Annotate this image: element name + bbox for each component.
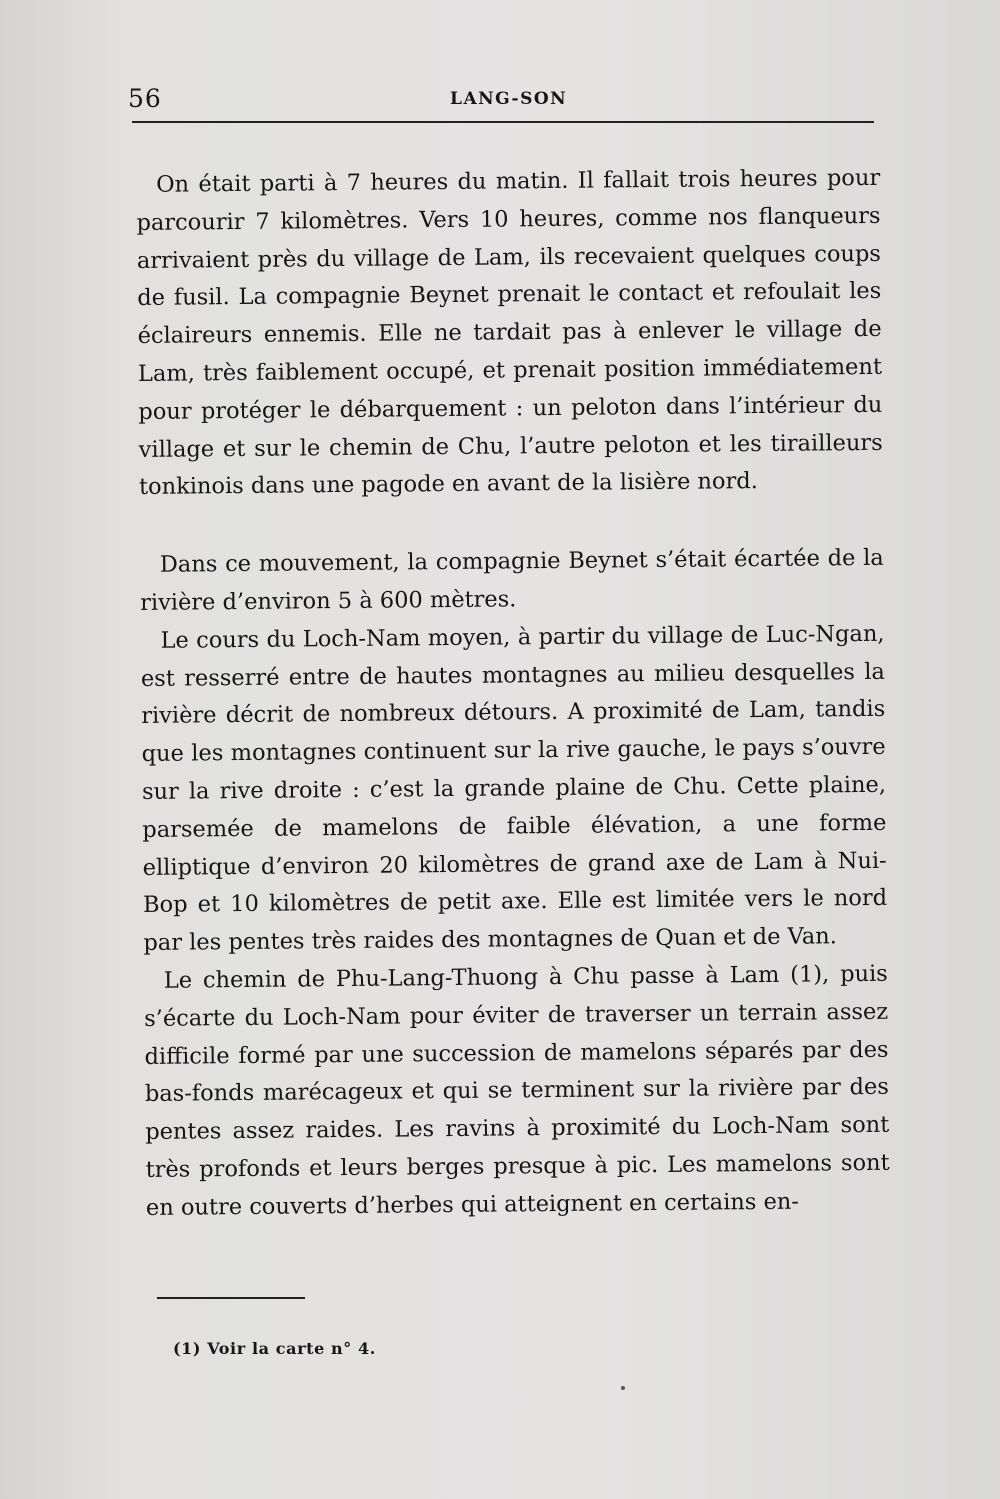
running-head xyxy=(128,82,873,116)
print-speck xyxy=(621,1386,625,1390)
footnote: (1) Voir la carte n° 4. xyxy=(173,1339,376,1358)
page-number: 56 xyxy=(128,84,162,113)
body-text xyxy=(136,160,890,1228)
running-title: LANG-SON xyxy=(450,89,568,109)
header-rule xyxy=(132,121,874,123)
paragraph-1: On était parti à 7 heures du matin. Il fallait trois heures pour parcourir 7 kilomètres. Vers 10 heures, comme nos flanqueurs arrivaient près du village de Lam, ils recevaient quelques coups de fusil. La compagnie Beynet prenait le contact et refoulait les éclaireurs ennemis. Elle ne tardait pas à enlever le village de Lam, très faiblement occupé, et prenait position immédiatement pour protéger le débarquement : un peloton dans l’intérieur du village et sur le chemin de Chu, l’autre peloton et les tirailleurs tonkinois dans une pagode en avant de la lisière nord. xyxy=(136,164,883,501)
footnote-rule xyxy=(157,1297,305,1299)
paragraph-2: Dans ce mouvement, la compagnie Beynet s’était écartée de la rivière d’environ 5 à 600 mètres. xyxy=(140,545,884,616)
paragraph-3: Le cours du Loch-Nam moyen, à partir du village de Luc-Ngan, est resserré entre de hautes montagnes au milieu desquelles la rivière décrit de nombreux détours. A proximité de Lam, tandis que les montagnes continuent sur la rive gauche, le pays s’ouvre sur la rive droite : c’est la grande plaine de Chu. Cette plaine, parsemée de mamelons de faible élévation, a une forme elliptique d’environ 20 kilomètres de grand axe de Lam à Nui-Bop et 10 kilomètres de petit axe. Elle est limitée vers le nord par les pentes très raides des montagnes de Quan et de Van. xyxy=(140,620,888,957)
paragraph-4: Le chemin de Phu-Lang-Thuong à Chu passe à Lam (1), puis s’écarte du Loch-Nam pour éviter de traverser un terrain assez difficile formé par une succession de mamelons séparés par des bas-fonds marécageux et qui se terminent sur la rivière par des pentes assez raides. Les ravins à proximité du Loch-Nam sont très profonds et leurs berges presque à pic. Les mamelons sont en outre couverts d’herbes qui atteignent en certains en- xyxy=(144,960,890,1221)
